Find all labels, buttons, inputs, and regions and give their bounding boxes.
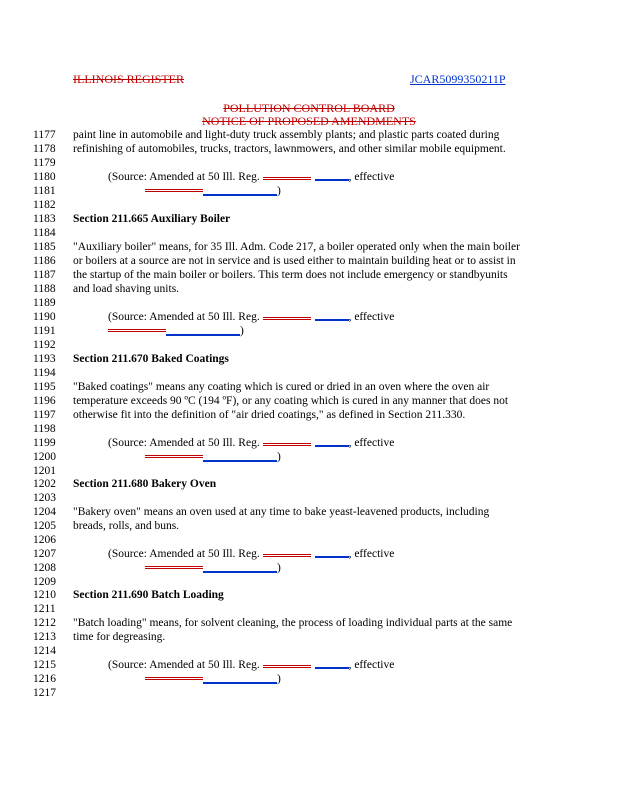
source-note [0,310,618,324]
source-text: (Source: Amended at 50 Ill. Reg. [108,171,260,183]
source-text: (Source: Amended at 50 Ill. Reg. [108,548,260,560]
line-number: 1188 [33,283,56,295]
line-text: or boilers at a source are not in service and is used either to maintain building heat or to assist in [73,255,516,267]
line-number: 1207 [33,548,56,560]
inserted-blank [203,194,277,196]
text-line [0,254,618,268]
line-text: "Baked coatings" means any coating which is cured or dried in an oven where the oven air [73,381,490,393]
source-note-cont [0,672,618,686]
line-number: 1181 [33,185,56,197]
text-line [0,575,618,589]
text-line [0,240,618,254]
section-heading [0,212,618,226]
line-number: 1215 [33,659,56,671]
text-line [0,408,618,422]
source-note-cont [0,184,618,198]
register-header: ILLINOIS REGISTER [73,72,184,86]
close-paren: ) [240,325,244,337]
section-title: Section 211.690 Batch Loading [73,589,224,601]
source-note [0,436,618,450]
text-line [0,616,618,630]
line-number: 1177 [33,129,56,141]
effective-text: , effective [348,171,395,183]
effective-text: , effective [348,437,395,449]
deleted-blank [263,665,311,666]
inserted-blank [315,667,349,669]
text-line [0,380,618,394]
text-line [0,268,618,282]
jcar-code: JCAR5099350211P [410,72,506,86]
line-number: 1208 [33,562,56,574]
source-text: (Source: Amended at 50 Ill. Reg. [108,659,260,671]
inserted-blank [166,334,240,336]
line-number: 1211 [33,603,56,615]
effective-text: , effective [348,659,395,671]
line-number: 1195 [33,381,56,393]
line-text: "Auxiliary boiler" means, for 35 Ill. Adm. Code 217, a boiler operated only when the main boiler [73,241,520,253]
text-line [0,394,618,408]
text-line [0,422,618,436]
source-note [0,170,618,184]
line-number: 1193 [33,353,56,365]
effective-text: , effective [348,311,395,323]
deleted-blank [263,317,311,318]
section-title: Section 211.680 Bakery Oven [73,478,217,490]
inserted-blank [203,460,277,462]
text-line [0,366,618,380]
deleted-blank [108,329,166,330]
line-number: 1185 [33,241,56,253]
line-text: "Bakery oven" means an oven used at any time to bake yeast-leavened products, including [73,506,490,518]
text-line [0,142,618,156]
deleted-blank [145,189,203,190]
line-number: 1203 [33,492,56,504]
line-text: time for degreasing. [73,631,166,643]
line-number: 1189 [33,297,56,309]
close-paren: ) [277,562,281,574]
line-number: 1192 [33,339,56,351]
inserted-blank [315,179,349,181]
line-number: 1179 [33,157,56,169]
deleted-blank [145,677,203,678]
section-heading [0,352,618,366]
inserted-blank [203,682,277,684]
text-line [0,282,618,296]
line-text: refinishing of automobiles, trucks, tractors, lawnmowers, and other similar mobile equipment. [73,143,506,155]
line-number: 1209 [33,576,56,588]
text-line [0,686,618,700]
line-text: "Batch loading" means, for solvent cleaning, the process of loading individual parts at the same [73,617,513,629]
section-heading [0,588,618,602]
text-line [0,630,618,644]
line-number: 1183 [33,213,56,225]
line-number: 1216 [33,673,56,685]
text-line [0,533,618,547]
line-number: 1202 [33,478,56,490]
text-line [0,519,618,533]
effective-text: , effective [348,548,395,560]
deleted-blank [263,554,311,555]
line-number: 1198 [33,423,56,435]
source-note-cont [0,324,618,338]
text-line [0,338,618,352]
line-number: 1182 [33,199,56,211]
line-number: 1197 [33,409,56,421]
text-line [0,296,618,310]
line-number: 1210 [33,589,56,601]
source-text: (Source: Amended at 50 Ill. Reg. [108,311,260,323]
line-text: and load shaving units. [73,283,180,295]
text-line [0,491,618,505]
section-title: Section 211.670 Baked Coatings [73,353,229,365]
line-number: 1191 [33,325,56,337]
source-note [0,547,618,561]
deleted-blank [145,566,203,567]
text-line [0,464,618,478]
text-line [0,602,618,616]
inserted-blank [315,556,349,558]
line-number: 1217 [33,687,56,699]
text-line [0,198,618,212]
source-note-cont [0,561,618,575]
line-number: 1201 [33,465,56,477]
source-note [0,658,618,672]
line-number: 1190 [33,311,56,323]
line-number: 1196 [33,395,56,407]
line-number: 1200 [33,451,56,463]
close-paren: ) [277,451,281,463]
close-paren: ) [277,673,281,685]
text-line [0,644,618,658]
line-text: otherwise fit into the definition of "air dried coatings," as defined in Section 211.330. [73,409,466,421]
line-text: breads, rolls, and buns. [73,520,180,532]
line-number: 1204 [33,506,56,518]
line-number: 1184 [33,227,56,239]
line-number: 1213 [33,631,56,643]
line-number: 1186 [33,255,56,267]
line-text: temperature exceeds 90 ºC (194 ºF), or any coating which is cured in any manner that does not [73,395,509,407]
board-title: POLLUTION CONTROL BOARD [223,101,395,115]
line-number: 1212 [33,617,56,629]
inserted-blank [315,445,349,447]
line-number: 1187 [33,269,56,281]
deleted-blank [263,443,311,444]
line-number: 1178 [33,143,56,155]
line-number: 1214 [33,645,56,657]
inserted-blank [203,571,277,573]
line-number: 1205 [33,520,56,532]
line-number: 1194 [33,367,56,379]
text-line [0,226,618,240]
text-line [0,156,618,170]
line-text: paint line in automobile and light-duty truck assembly plants; and plastic parts coated during [73,129,500,141]
line-number: 1199 [33,437,56,449]
section-title: Section 211.665 Auxiliary Boiler [73,213,231,225]
notice-title: NOTICE OF PROPOSED AMENDMENTS [202,114,416,128]
line-number: 1180 [33,171,56,183]
inserted-blank [315,319,349,321]
source-note-cont [0,450,618,464]
source-text: (Source: Amended at 50 Ill. Reg. [108,437,260,449]
line-number: 1206 [33,534,56,546]
text-line [0,505,618,519]
line-text: the startup of the main boiler or boilers. This term does not include emergency or standbyunits [73,269,508,281]
deleted-blank [145,455,203,456]
section-heading [0,477,618,491]
close-paren: ) [277,185,281,197]
text-line [0,128,618,142]
deleted-blank [263,177,311,178]
